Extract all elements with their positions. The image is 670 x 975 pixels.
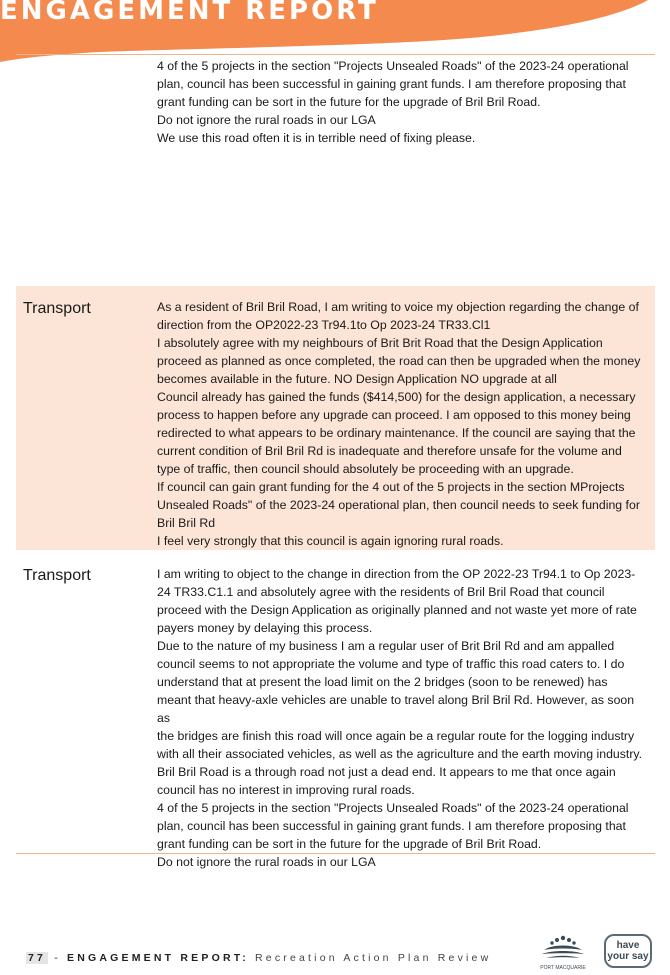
text-line: grant funding can be sort in the future for the upgrade of Bril Bril Road. (157, 95, 541, 109)
text-line: As a resident of Bril Bril Road, I am writing to voice my objection regarding the change of (157, 300, 639, 314)
report-title: ENGAGEMENT REPORT (0, 0, 379, 26)
text-line: understand that at present the load limit on the 2 bridges (soon to be renewed) has (157, 675, 608, 689)
text-line: current condition of Bril Bril Rd is inadequate and therefore unsafe for the volume and (157, 444, 622, 458)
text-line: Unsealed Roads" of the 2023-24 operational plan, then council needs to seek funding for (157, 498, 640, 512)
text-line: Council already has gained the funds ($414,500) for the design application, a necessary (157, 390, 636, 404)
text-line: Bril Bril Road is a through road not just a dead end. It appears to me that once again (157, 765, 616, 779)
text-line: council seems to not appropriate the volume and type of traffic this road caters to. I do (157, 657, 625, 671)
page-number: 77 (28, 952, 47, 964)
port-macquarie-logo-text: PORT MACQUARIE (540, 965, 586, 970)
page-footer (26, 952, 491, 964)
submission-text (157, 57, 649, 147)
text-line: process to happen before any upgrade can proceed. I am opposed to this money being (157, 408, 631, 422)
text-line: We use this road often it is in terrible need of fixing please. (157, 131, 476, 145)
text-line: proceed with the Design Application as originally planned and not waste yet more of rate (157, 603, 637, 617)
text-line: type of traffic, then council should absolutely be proceeding with an upgrade. (157, 462, 574, 476)
text-line: with all their associated vehicles, as well as the agriculture and the earth moving industry. (157, 747, 643, 761)
have-your-say-logo (604, 934, 652, 968)
text-line: I absolutely agree with my neighbours of Brit Brit Road that the Design Application (157, 336, 603, 350)
footer-separator: - (48, 952, 68, 964)
text-line: 4 of the 5 projects in the section "Projects Unsealed Roads" of the 2023-24 operational (157, 59, 629, 73)
text-line: payers money by delaying this process. (157, 621, 373, 635)
row-category: Transport (23, 300, 91, 317)
text-line: direction from the OP2022-23 Tr94.1to Op 2023-24 TR33.Cl1 (157, 318, 491, 332)
text-line: I am writing to object to the change in direction from the OP 2022-23 Tr94.1 to Op 2023- (157, 567, 636, 581)
text-line: Bril Bril Rd (157, 516, 216, 530)
text-line: Due to the nature of my business I am a regular user of Brit Bril Rd and am appalled (157, 639, 615, 653)
have-your-say-line1: have (616, 940, 640, 951)
text-line: council has no interest in improving rural roads. (157, 783, 415, 797)
footer-subtitle: Recreation Action Plan Review (248, 952, 492, 964)
have-your-say-line2: your say (607, 951, 649, 962)
row-category: Transport (23, 567, 91, 584)
text-line: I feel very strongly that this council is again ignoring rural roads. (157, 534, 504, 548)
footer-report-label: ENGAGEMENT REPORT: (67, 952, 249, 964)
text-line: Do not ignore the rural roads in our LGA (157, 113, 376, 127)
port-macquarie-logo-icon (536, 932, 590, 970)
text-line: the bridges are finish this road will once again be a regular route for the logging industry (157, 729, 635, 743)
text-line: plan, council has been successful in gaining grant funds. I am therefore proposing that (157, 77, 626, 91)
text-line: If council can gain grant funding for the 4 out of the 5 projects in the section MProjects (157, 480, 625, 494)
submission-text (157, 565, 649, 871)
text-line: proceed as planned as once completed, the road can then be upgraded when the money (157, 354, 641, 368)
text-line: 4 of the 5 projects in the section "Projects Unsealed Roads" of the 2023-24 operational (157, 801, 629, 815)
header-banner (0, 0, 670, 62)
text-line: 24 TR33.C1.1 and absolutely agree with the residents of Bril Bril Road that council (157, 585, 605, 599)
submission-text (157, 298, 649, 550)
text-line: plan, council has been successful in gaining grant funds. I am therefore proposing that (157, 819, 626, 833)
text-line: becomes available in the future. NO Design Application NO upgrade at all (157, 372, 557, 386)
text-line: Do not ignore the rural roads in our LGA (157, 855, 376, 869)
text-line: meant that heavy-axle vehicles are unable to travel along Bril Bril Rd. However, as soon as (157, 693, 635, 725)
submission-row (16, 54, 655, 287)
text-line: redirected to what appears to be ordinary maintenance. If the council are saying that the (157, 426, 636, 440)
port-macquarie-logo (536, 932, 590, 970)
submission-row (16, 286, 655, 550)
submission-row (16, 553, 655, 869)
text-line: grant funding can be sort in the future for the upgrade of Bril Brit Road. (157, 837, 542, 851)
